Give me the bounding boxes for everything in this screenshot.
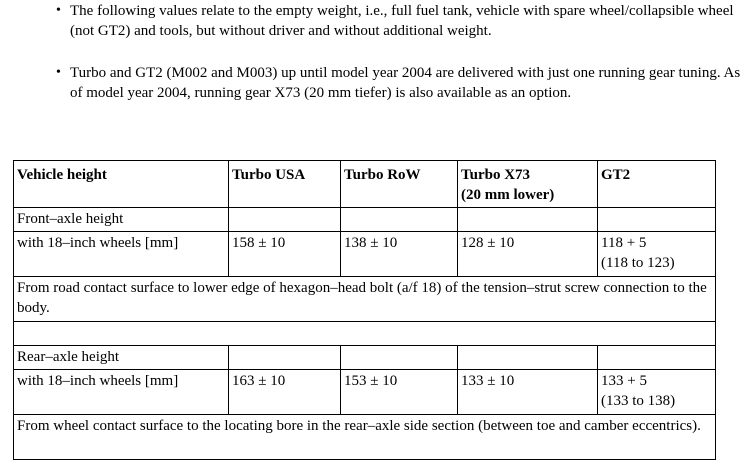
vehicle-height-table: [13, 160, 716, 460]
note-text: Turbo and GT2 (M002 and M003) up until model year 2004 are delivered with just one running gear tuning. As of model year 2004, running gear X73 (20 mm tiefer) is also available as an option.: [70, 65, 741, 101]
notes-list: [56, 1, 746, 103]
header-turbo-x73: [458, 161, 598, 208]
front-turbo-row-value: 138 ± 10: [341, 232, 458, 277]
bullet-icon: •: [56, 65, 61, 80]
header-turbo-x73-line1: Turbo X73: [461, 167, 531, 183]
rear-turbo-x73-value: 133 ± 10: [458, 370, 598, 415]
front-gt2-value: [598, 232, 716, 277]
empty-cell: [458, 346, 598, 370]
front-gt2-line2: (118 to 123): [601, 255, 675, 271]
table-row: [14, 277, 716, 322]
empty-cell: [341, 208, 458, 232]
header-gt2: GT2: [598, 161, 716, 208]
front-axle-section-label: Front–axle height: [14, 208, 229, 232]
table-row: [14, 415, 716, 460]
empty-cell: [341, 346, 458, 370]
table-header-row: [14, 161, 716, 208]
table-row: [14, 232, 716, 277]
header-turbo-x73-line2: (20 mm lower): [461, 187, 555, 203]
rear-row-label: with 18–inch wheels [mm]: [14, 370, 229, 415]
rear-gt2-line2: (133 to 138): [601, 393, 676, 409]
table-row: [14, 322, 716, 346]
front-axle-note: From road contact surface to lower edge of hexagon–head bolt (a/f 18) of the tension–strut screw connection to the body.: [14, 277, 716, 322]
empty-cell: [598, 346, 716, 370]
note-text: The following values relate to the empty weight, i.e., full fuel tank, vehicle with spare wheel/collapsible wheel (not GT2) and tools, but without driver and without additional weight.: [70, 3, 734, 39]
empty-cell: [14, 322, 716, 346]
front-turbo-usa-value: 158 ± 10: [229, 232, 341, 277]
empty-cell: [598, 208, 716, 232]
table-row: [14, 370, 716, 415]
rear-axle-note: From wheel contact surface to the locating bore in the rear–axle side section (between toe and camber eccentrics).: [14, 415, 716, 460]
header-turbo-usa: Turbo USA: [229, 161, 341, 208]
empty-cell: [458, 208, 598, 232]
rear-turbo-usa-value: 163 ± 10: [229, 370, 341, 415]
rear-axle-section-label: Rear–axle height: [14, 346, 229, 370]
front-row-label: with 18–inch wheels [mm]: [14, 232, 229, 277]
table-row: [14, 346, 716, 370]
rear-turbo-row-value: 153 ± 10: [341, 370, 458, 415]
rear-gt2-line1: 133 + 5: [601, 373, 647, 389]
note-item: [56, 1, 746, 41]
front-gt2-line1: 118 + 5: [601, 235, 647, 251]
note-item: [56, 63, 746, 103]
rear-gt2-value: [598, 370, 716, 415]
header-vehicle-height: Vehicle height: [14, 161, 229, 208]
bullet-icon: •: [56, 3, 61, 18]
empty-cell: [229, 346, 341, 370]
empty-cell: [229, 208, 341, 232]
table-row: [14, 208, 716, 232]
front-turbo-x73-value: 128 ± 10: [458, 232, 598, 277]
header-turbo-row: Turbo RoW: [341, 161, 458, 208]
